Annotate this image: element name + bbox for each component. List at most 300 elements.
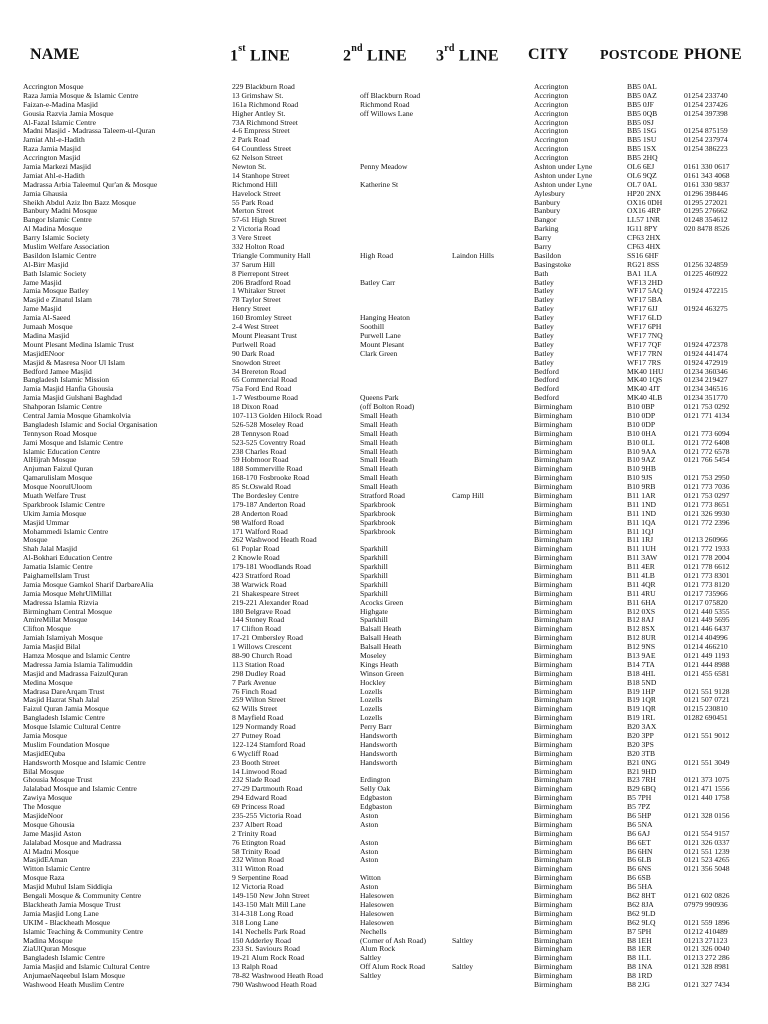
cell-name: Jamia Ghausia (23, 189, 68, 198)
cell-city: Batley (534, 305, 554, 314)
cell-city: Birmingham (534, 820, 573, 829)
table-row (0, 768, 768, 777)
cell-postcode: BB5 0SJ (627, 118, 654, 127)
header-first-line (230, 43, 290, 65)
cell-first-line: 168-170 Fosbrooke Road (232, 474, 310, 483)
cell-postcode: B11 3AW (627, 554, 658, 563)
cell-phone: 01214 466210 (684, 643, 728, 652)
cell-name: Ghousia Mosque Trust (23, 776, 93, 785)
cell-city: Barry (534, 243, 552, 252)
cell-city: Birmingham (534, 687, 573, 696)
cell-city: Birmingham (534, 411, 573, 420)
cell-first-line: 179-187 Anderton Road (232, 500, 306, 509)
cell-city: Birmingham (534, 456, 573, 465)
cell-phone: 0121 440 1758 (684, 794, 730, 803)
table-row (0, 314, 768, 323)
cell-city: Birmingham (534, 883, 573, 892)
cell-first-line: 98 Walford Road (232, 518, 284, 527)
cell-name: Jamia Masjid and Islamic Cultural Centre (23, 963, 150, 972)
cell-first-line: 141 Nechells Park Road (232, 927, 306, 936)
cell-second-line: Sparkhill (360, 545, 388, 554)
header-third-line (436, 43, 499, 65)
cell-first-line: 7 Park Avenue (232, 678, 277, 687)
table-row (0, 563, 768, 572)
table-row (0, 785, 768, 794)
cell-postcode: WF17 7QF (627, 340, 662, 349)
cell-phone: 0121 772 6578 (684, 447, 730, 456)
table-row (0, 954, 768, 963)
cell-name: Sparkbrook Islamic Centre (23, 500, 105, 509)
table-row (0, 919, 768, 928)
cell-first-line: 78 Taylor Street (232, 296, 281, 305)
cell-postcode: B11 1QJ (627, 527, 654, 536)
cell-first-line: Snowdon Street (232, 358, 281, 367)
cell-postcode: B5 7PH (627, 794, 652, 803)
cell-phone: 0121 773 8651 (684, 500, 730, 509)
table-row (0, 874, 768, 883)
cell-city: Birmingham (534, 563, 573, 572)
cell-second-line: Edgbaston (360, 794, 393, 803)
cell-city: Birmingham (534, 616, 573, 625)
cell-city: Accrington (534, 127, 569, 136)
table-row (0, 776, 768, 785)
cell-postcode: B8 2JG (627, 980, 650, 989)
cell-phone: 01215 230810 (684, 705, 728, 714)
table-row (0, 163, 768, 172)
cell-phone: 01217 735966 (684, 589, 728, 598)
cell-postcode: WF17 7RN (627, 349, 663, 358)
table-row (0, 474, 768, 483)
table-row (0, 448, 768, 457)
cell-name: Washwood Heath Muslim Centre (23, 980, 125, 989)
table-row (0, 394, 768, 403)
cell-first-line: 8 Pierrepont Street (232, 269, 289, 278)
cell-name: Jalalabad Mosque and Islamic Centre (23, 785, 137, 794)
cell-phone: 01234 219427 (684, 376, 728, 385)
cell-name: PaighamelIslam Trust (23, 571, 90, 580)
cell-first-line: Higher Antley St. (232, 109, 286, 118)
cell-city: Ashton under Lyne (534, 163, 593, 172)
cell-city: Bedford (534, 376, 559, 385)
cell-first-line: The Bordesley Centre (232, 491, 299, 500)
cell-second-line: Saltley (360, 954, 382, 963)
cell-second-line: Sparkbrook (360, 500, 396, 509)
cell-second-line: Small Heath (360, 474, 398, 483)
cell-first-line: 423 Stratford Road (232, 571, 291, 580)
cell-name: Basildon Islamic Centre (23, 251, 97, 260)
cell-phone: 0121 551 9128 (684, 687, 730, 696)
cell-second-line: Handsworth (360, 732, 398, 741)
cell-phone: 01282 690451 (684, 714, 728, 723)
cell-postcode: B11 1AR (627, 491, 656, 500)
cell-name: Shah Jalal Masjid (23, 545, 77, 554)
cell-postcode: B29 6BQ (627, 785, 656, 794)
cell-second-line: Lozells (360, 714, 383, 723)
table-row (0, 279, 768, 288)
cell-name: Witton Islamic Centre (23, 865, 91, 874)
cell-postcode: B11 4QR (627, 580, 656, 589)
cell-postcode: BB5 1SX (627, 145, 657, 154)
cell-name: Faizan-e-Madina Masjid (23, 100, 98, 109)
cell-second-line: Nechells (360, 927, 387, 936)
cell-postcode: MK40 1HU (627, 367, 664, 376)
cell-city: Bath (534, 269, 549, 278)
cell-first-line: 1-7 Westbourne Road (232, 394, 298, 403)
cell-second-line: Witton (360, 874, 381, 883)
cell-first-line: 144 Stoney Road (232, 616, 285, 625)
cell-first-line: 129 Normandy Road (232, 723, 296, 732)
cell-postcode: BB5 0JF (627, 100, 654, 109)
cell-postcode: BB5 2HQ (627, 154, 658, 163)
cell-city: Accrington (534, 118, 569, 127)
table-row (0, 225, 768, 234)
table-row (0, 937, 768, 946)
cell-first-line: 143-150 Malt Mill Lane (232, 900, 306, 909)
cell-phone: 0121 373 1075 (684, 776, 730, 785)
cell-second-line: Aston (360, 838, 379, 847)
table-row (0, 963, 768, 972)
cell-name: Hamza Mosque and Islamic Centre (23, 652, 131, 660)
cell-city: Birmingham (534, 723, 573, 732)
cell-first-line: 13 Ralph Road (232, 963, 278, 972)
cell-postcode: BB5 0AZ (627, 91, 657, 100)
cell-postcode: B8 1LL (627, 954, 651, 963)
cell-postcode: WF17 7NQ (627, 331, 663, 340)
cell-city: Accrington (534, 83, 569, 91)
cell-postcode: B21 0NG (627, 758, 657, 767)
cell-phone: 0121 773 8120 (684, 580, 730, 589)
cell-phone: 0121 449 5695 (684, 616, 730, 625)
cell-phone: 0121 327 7434 (684, 980, 730, 989)
table-row (0, 332, 768, 341)
table-row (0, 110, 768, 119)
cell-second-line: Moseley (360, 652, 387, 660)
cell-phone: 0121 471 1556 (684, 785, 730, 794)
table-row (0, 154, 768, 163)
cell-city: Birmingham (534, 963, 573, 972)
cell-postcode: B11 4ER (627, 563, 655, 572)
table-row (0, 536, 768, 545)
cell-first-line: 76 Finch Road (232, 687, 277, 696)
cell-phone: 0121 773 8301 (684, 571, 730, 580)
table-row (0, 839, 768, 848)
cell-name: Muslim Welfare Association (23, 243, 110, 252)
cell-name: Jamia Mosque MehrUlMillat (23, 589, 112, 598)
cell-second-line: Balsall Heath (360, 634, 402, 643)
cell-postcode: B10 0DP (627, 420, 656, 429)
cell-postcode: B12 8AJ (627, 616, 654, 625)
cell-postcode: WF17 6PH (627, 323, 662, 332)
cell-second-line: High Road (360, 251, 394, 260)
cell-postcode: B18 5ND (627, 678, 657, 687)
cell-phone: 0121 446 6437 (684, 625, 730, 634)
cell-phone: 01924 472919 (684, 358, 728, 367)
cell-postcode: B10 9RB (627, 483, 656, 492)
cell-phone: 0121 602 0826 (684, 892, 730, 901)
cell-first-line: 171 Walford Road (232, 527, 288, 536)
cell-city: Ashton under Lyne (534, 171, 593, 180)
cell-city: Basildon (534, 251, 562, 260)
header-city: CITY (528, 46, 569, 63)
table-row (0, 350, 768, 359)
cell-second-line: Kings Heath (360, 660, 399, 669)
cell-name: Masjid Muhul Islam Siddiqia (23, 883, 113, 892)
cell-phone: 0121 778 2004 (684, 554, 730, 563)
table-row (0, 145, 768, 154)
cell-first-line: 90 Dark Road (232, 349, 275, 358)
cell-second-line: Sparkhill (360, 554, 388, 563)
cell-phone: 01213 272 286 (684, 954, 730, 963)
cell-third-line: Saltley (452, 936, 474, 945)
cell-city: Bedford (534, 385, 559, 394)
cell-postcode: B20 3TB (627, 749, 656, 758)
cell-postcode: B62 8HT (627, 892, 656, 901)
cell-postcode: B12 8UR (627, 634, 656, 643)
header-phone: PHONE (684, 46, 742, 63)
cell-name: Jamia Masjid Hanfia Ghousia (23, 385, 114, 394)
cell-name: Banbury Madni Mosque (23, 207, 98, 216)
cell-name: Jamia Mosque (23, 732, 68, 741)
cell-phone: 0121 523 4265 (684, 856, 730, 865)
cell-first-line: 37 Sarum Hill (232, 260, 276, 269)
cell-postcode: B8 1EH (627, 936, 652, 945)
cell-name: Jamiat Ahl-e-Hadith (23, 171, 85, 180)
cell-name: Jamatia Islamic Centre (23, 563, 93, 572)
cell-name: Madina Mosque (23, 936, 73, 945)
cell-second-line: Halesowen (360, 892, 394, 901)
cell-city: Birmingham (534, 892, 573, 901)
cell-city: Birmingham (534, 945, 573, 954)
cell-phone: 0121 326 0040 (684, 945, 730, 954)
cell-city: Birmingham (534, 856, 573, 865)
cell-first-line: 8 Mayfield Road (232, 714, 284, 723)
cell-postcode: CF63 4HX (627, 243, 661, 252)
cell-city: Birmingham (534, 767, 573, 776)
cell-postcode: BB5 0QB (627, 109, 658, 118)
cell-first-line: 262 Washwood Heath Road (232, 536, 317, 545)
cell-first-line: 1 Whitaker Street (232, 287, 286, 296)
cell-city: Birmingham (534, 749, 573, 758)
cell-first-line: 62 Wills Street (232, 705, 278, 714)
header-third-line-num: 3 (436, 47, 445, 65)
cell-first-line: 17-21 Ombersley Road (232, 634, 303, 643)
cell-name: Muath Welfare Trust (23, 491, 86, 500)
cell-first-line: 62 Nelson Street (232, 154, 283, 163)
cell-first-line: 2 Park Road (232, 136, 270, 145)
table-row (0, 901, 768, 910)
cell-postcode: B8 1RD (627, 972, 653, 981)
cell-postcode: B62 8JA (627, 900, 654, 909)
cell-city: Birmingham (534, 954, 573, 963)
cell-city: Batley (534, 314, 554, 323)
cell-name: Faizul Quran Jamia Mosque (23, 705, 109, 714)
table-row (0, 492, 768, 501)
cell-phone: 0161 330 0617 (684, 163, 730, 172)
cell-second-line: Highgate (360, 607, 388, 616)
cell-name: MasjidEQuba (23, 749, 66, 758)
cell-first-line: 85 St.Oswald Road (232, 483, 291, 492)
cell-second-line: Penny Meadow (360, 163, 408, 172)
cell-name: Jalalabad Mosque and Madrassa (23, 838, 122, 847)
cell-city: Accrington (534, 145, 569, 154)
cell-first-line: 298 Dudley Road (232, 669, 286, 678)
cell-name: Masjid e Zinatul Islam (23, 296, 92, 305)
table-row (0, 456, 768, 465)
table-row (0, 599, 768, 608)
cell-name: Madrasa DareArqam Trust (23, 687, 105, 696)
cell-second-line: Sparkbrook (360, 518, 396, 527)
cell-city: Birmingham (534, 829, 573, 838)
table-row (0, 439, 768, 448)
cell-postcode: B18 4HL (627, 669, 656, 678)
cell-second-line: Small Heath (360, 411, 398, 420)
cell-phone: 01256 324859 (684, 260, 728, 269)
cell-phone: 0161 330 9837 (684, 180, 730, 189)
cell-first-line: 9 Serpentine Road (232, 874, 289, 883)
cell-name: Mohammedi Islamic Centre (23, 527, 109, 536)
cell-postcode: B7 5PH (627, 927, 652, 936)
table-row (0, 803, 768, 812)
cell-city: Birmingham (534, 500, 573, 509)
cell-first-line: 28 Anderton Road (232, 509, 288, 518)
cell-phone: 0161 343 4068 (684, 171, 730, 180)
cell-phone: 01924 472215 (684, 287, 728, 296)
table-row (0, 119, 768, 128)
cell-phone: 0121 551 9012 (684, 732, 730, 741)
cell-city: Birmingham (534, 669, 573, 678)
cell-first-line: 188 Sommerville Road (232, 465, 303, 474)
cell-phone: 01254 386223 (684, 145, 728, 154)
cell-phone: 0121 554 9157 (684, 829, 730, 838)
table-row (0, 136, 768, 145)
cell-second-line: Sparkhill (360, 563, 388, 572)
cell-first-line: 790 Washwood Heath Road (232, 980, 317, 989)
cell-first-line: 19-21 Alum Rock Road (232, 954, 305, 963)
cell-city: Birmingham (534, 420, 573, 429)
cell-city: Birmingham (534, 518, 573, 527)
cell-phone: 0121 772 1933 (684, 545, 730, 554)
cell-city: Banbury (534, 207, 561, 216)
cell-second-line: (off Bolton Road) (360, 403, 415, 412)
table-row (0, 812, 768, 821)
cell-name: Jumaah Mosque (23, 323, 73, 332)
cell-second-line: Small Heath (360, 456, 398, 465)
cell-name: AmireMillat Mosque (23, 616, 88, 625)
table-row (0, 616, 768, 625)
cell-postcode: B11 1QA (627, 518, 657, 527)
cell-city: Birmingham (534, 660, 573, 669)
cell-first-line: 76 Etington Road (232, 838, 286, 847)
cell-city: Birmingham (534, 589, 573, 598)
cell-name: Al-Fazal Islamic Centre (23, 118, 96, 127)
cell-phone: 0121 328 8981 (684, 963, 730, 972)
cell-first-line: 23 Booth Street (232, 758, 280, 767)
cell-name: Masjid Hazrat Shah Jalal (23, 696, 100, 705)
cell-postcode: MK40 1QS (627, 376, 663, 385)
cell-first-line: 523-525 Coventry Road (232, 438, 306, 447)
table-row (0, 652, 768, 661)
cell-postcode: B6 5NA (627, 820, 653, 829)
cell-second-line: off Willows Lane (360, 109, 413, 118)
cell-name: ZiaUlQuran Mosque (23, 945, 87, 954)
cell-postcode: B10 9HB (627, 465, 656, 474)
cell-phone: 01924 463275 (684, 305, 728, 314)
cell-postcode: MK40 4JT (627, 385, 661, 394)
header-second-line-num: 2 (343, 47, 352, 65)
cell-name: Bangladesh Islamic Mission (23, 376, 110, 385)
table-row (0, 243, 768, 252)
table-row (0, 528, 768, 537)
cell-phone: 01295 276662 (684, 207, 728, 216)
cell-name: Handsworth Mosque and Islamic Centre (23, 758, 146, 767)
cell-postcode: B10 0HA (627, 429, 657, 438)
cell-postcode: B12 9NS (627, 643, 656, 652)
column-header-row (0, 38, 768, 78)
cell-city: Accrington (534, 154, 569, 163)
table-row (0, 688, 768, 697)
table-row (0, 190, 768, 199)
cell-second-line: Aston (360, 820, 379, 829)
cell-city: Birmingham (534, 652, 573, 660)
cell-first-line: 206 Bradford Road (232, 278, 291, 287)
cell-second-line: Lozells (360, 705, 383, 714)
cell-postcode: OX16 4RP (627, 207, 661, 216)
cell-postcode: RG21 8SS (627, 260, 660, 269)
table-row (0, 643, 768, 652)
table-row (0, 750, 768, 759)
cell-postcode: B11 1UH (627, 545, 657, 554)
cell-first-line: 14 Stanhope Street (232, 171, 290, 180)
cell-name: Jamia Markezi Masjid (23, 163, 91, 172)
cell-first-line: 2 Knowle Road (232, 554, 280, 563)
header-second-line-word: LINE (362, 47, 407, 65)
cell-name: Zawiya Mosque (23, 794, 73, 803)
cell-postcode: B10 9AZ (627, 456, 656, 465)
cell-first-line: 88-90 Church Road (232, 652, 292, 660)
cell-third-line: Camp Hill (452, 491, 484, 500)
cell-phone: 0121 326 0337 (684, 838, 730, 847)
cell-second-line: Soothill (360, 323, 385, 332)
cell-name: Bangor Islamic Centre (23, 216, 92, 225)
cell-postcode: B6 6LB (627, 856, 652, 865)
cell-postcode: B8 1ER (627, 945, 652, 954)
cell-name: Jamia Masjid Bilal (23, 643, 81, 652)
cell-first-line: 314-318 Long Road (232, 909, 294, 918)
cell-name: Raza Jamia Masjid (23, 145, 81, 154)
cell-phone: 0121 773 7036 (684, 483, 730, 492)
cell-second-line: Lozells (360, 696, 383, 705)
table-row (0, 981, 768, 990)
cell-first-line: 332 Holton Road (232, 243, 285, 252)
table-row (0, 590, 768, 599)
cell-postcode: B11 1ND (627, 500, 657, 509)
cell-phone: 020 8478 8526 (684, 225, 730, 234)
cell-first-line: Havelock Street (232, 189, 281, 198)
cell-phone: 0121 444 8988 (684, 660, 730, 669)
cell-postcode: OX16 0DH (627, 198, 663, 207)
cell-postcode: B10 0BP (627, 403, 655, 412)
cell-phone: 0121 766 5454 (684, 456, 730, 465)
cell-name: Jame Masjid (23, 278, 62, 287)
table-row (0, 910, 768, 919)
cell-second-line: Katherine St (360, 180, 399, 189)
table-row (0, 83, 768, 92)
cell-city: Banbury (534, 198, 561, 207)
table-row (0, 270, 768, 279)
cell-postcode: B62 9LD (627, 909, 656, 918)
cell-first-line: 12 Victoria Road (232, 883, 284, 892)
cell-postcode: B20 3PP (627, 732, 654, 741)
